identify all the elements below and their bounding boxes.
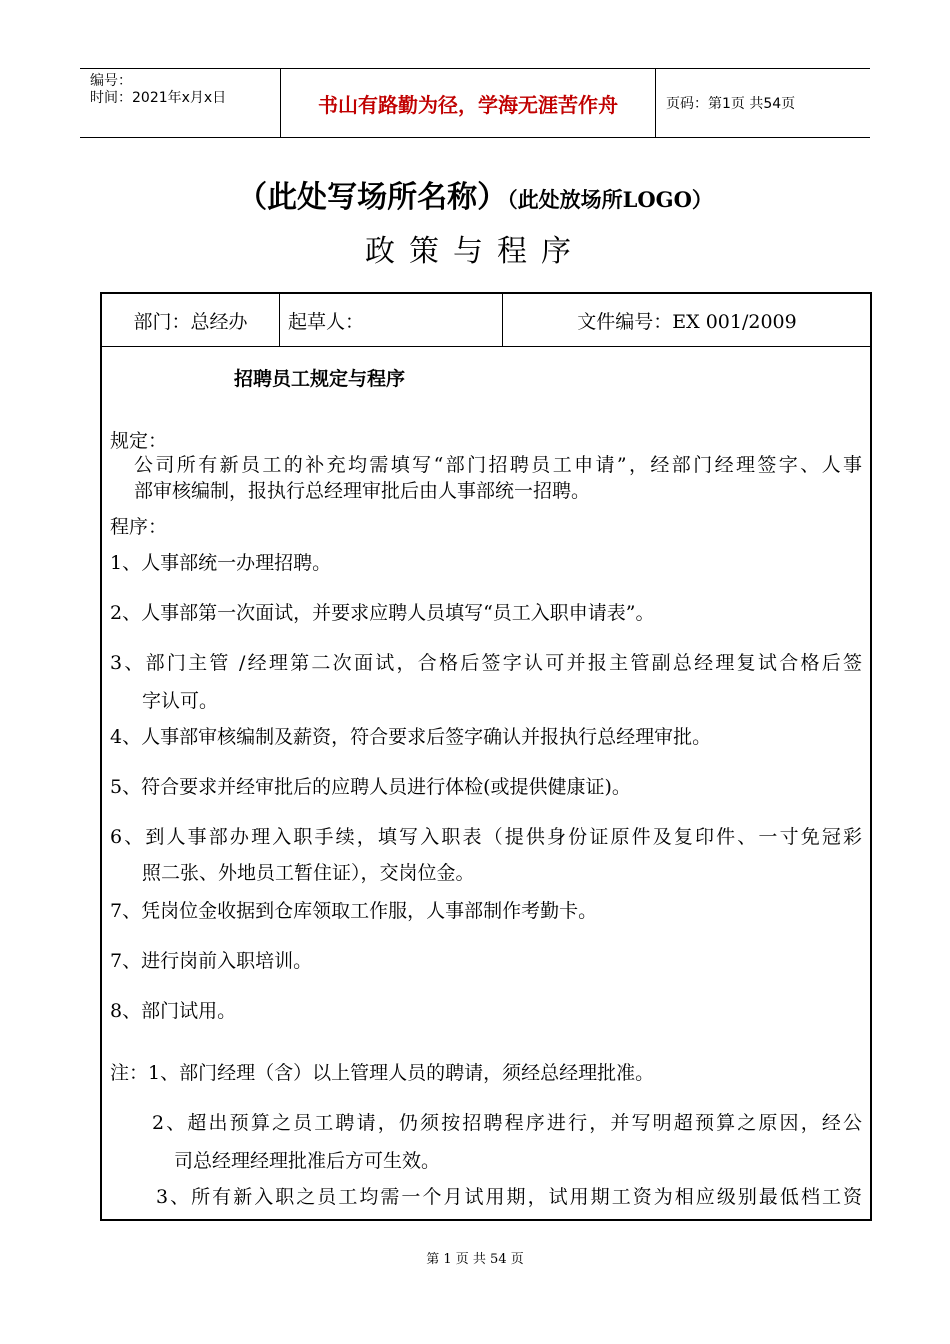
note-1: 注：1、部门经理（含）以上管理人员的聘请，须经总经理批准。 bbox=[110, 1062, 655, 1084]
procedure-step-7: 7、凭岗位金收据到仓库领取工作服，人事部制作考勤卡。 bbox=[110, 900, 598, 922]
header-meta bbox=[80, 69, 280, 141]
page-header bbox=[80, 68, 870, 138]
number-label: 编号： bbox=[90, 73, 132, 89]
rule-line-1: 公司所有新员工的补充均需填写“部门招聘员工申请”，经部门经理签字、人事 bbox=[134, 454, 862, 476]
rule-label: 规定： bbox=[110, 430, 168, 452]
procedure-step-6: 6、到人事部办理入职手续，填写入职表（提供身份证原件及复印件、一寸免冠彩 bbox=[110, 826, 862, 848]
drafter-cell: 起草人： bbox=[280, 294, 503, 346]
procedure-step-6-cont: 照二张、外地员工暂住证），交岗位金。 bbox=[142, 862, 475, 884]
header-page-info: 页码：第1页 共54页 bbox=[666, 96, 796, 112]
section-heading: 招聘员工规定与程序 bbox=[234, 368, 406, 390]
procedure-step-4: 4、人事部审核编制及薪资，符合要求后签字确认并报执行总经理审批。 bbox=[110, 726, 712, 748]
procedure-step-3: 3、部门主管 /经理第二次面试，合格后签字认可并报主管副总经理复试合格后签 bbox=[110, 652, 862, 674]
procedure-label: 程序： bbox=[110, 516, 168, 538]
doc-number-cell: 文件编号：EX 001/2009 bbox=[577, 310, 797, 333]
note-3: 3、所有新入职之员工均需一个月试用期，试用期工资为相应级别最低档工资 bbox=[156, 1186, 862, 1208]
info-row bbox=[102, 294, 870, 347]
header-motto: 书山有路勤为径，学海无涯苦作舟 bbox=[280, 69, 656, 137]
procedure-step-1: 1、人事部统一办理招聘。 bbox=[110, 552, 332, 574]
time-label: 时间：2021年x月x日 bbox=[90, 90, 227, 106]
page-footer: 第 1 页 共 54 页 bbox=[426, 1252, 524, 1267]
logo-placeholder: （此处放场所LOGO） bbox=[507, 187, 713, 212]
procedure-step-2: 2、人事部第一次面试，并要求应聘人员填写“员工入职申请表”。 bbox=[110, 602, 655, 624]
venue-name: （此处写场所名称） bbox=[237, 180, 508, 215]
department-cell: 部门：总经办 bbox=[102, 294, 280, 346]
note-2: 2、超出预算之员工聘请，仍须按招聘程序进行，并写明超预算之原因，经公 bbox=[152, 1112, 862, 1134]
procedure-step-8: 8、部门试用。 bbox=[110, 1000, 237, 1022]
note-2-cont: 司总经理经理批准后方可生效。 bbox=[174, 1150, 441, 1172]
document-title bbox=[0, 172, 950, 216]
procedure-step-5: 5、符合要求并经审批后的应聘人员进行体检(或提供健康证)。 bbox=[110, 776, 631, 798]
procedure-step-3-cont: 字认可。 bbox=[142, 690, 219, 712]
document-subtitle: 政策与程序 bbox=[365, 234, 585, 269]
policy-table bbox=[100, 292, 872, 1221]
rule-line-2: 部审核编制，报执行总经理审批后由人事部统一招聘。 bbox=[134, 480, 591, 502]
procedure-step-7b: 7、进行岗前入职培训。 bbox=[110, 950, 313, 972]
